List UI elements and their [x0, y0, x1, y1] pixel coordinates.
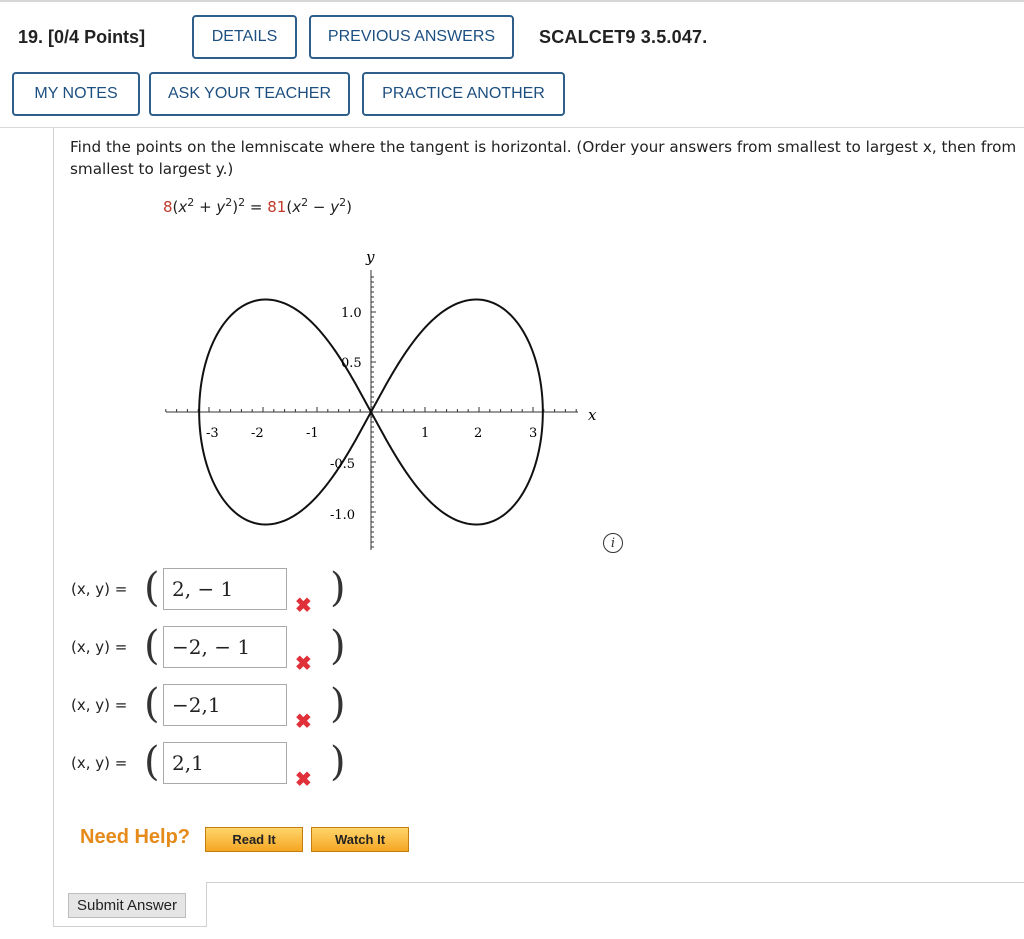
- details-button[interactable]: DETAILS: [192, 15, 297, 59]
- answer-label: (x, y) =: [71, 754, 128, 772]
- answer-input[interactable]: 2,1: [163, 742, 287, 784]
- question-header: [18, 27, 145, 48]
- panel-border-left: [53, 128, 54, 926]
- answer-row: [0, 681, 400, 733]
- submit-answer-button[interactable]: Submit Answer: [68, 893, 186, 918]
- info-icon[interactable]: i: [603, 533, 623, 553]
- y-axis-label: y: [366, 248, 375, 266]
- problem-code: SCALCET9 3.5.047.: [539, 27, 708, 47]
- answer-row: [0, 739, 400, 791]
- lemniscate-equation: $8(x^2 + y^2)^2 = 81(x^2 - y^2)$: [163, 196, 352, 216]
- x-tick-label: -3: [206, 426, 219, 441]
- open-paren: (: [144, 739, 160, 785]
- incorrect-icon: ✖: [295, 653, 312, 675]
- question-number: 19.: [18, 27, 44, 47]
- close-paren: ): [330, 623, 346, 669]
- my-notes-button[interactable]: MY NOTES: [12, 72, 140, 116]
- x-tick-label: 3: [529, 426, 538, 441]
- previous-answers-button[interactable]: PREVIOUS ANSWERS: [309, 15, 514, 59]
- panel-border-step: [206, 883, 207, 927]
- panel-border-bottom: [53, 926, 206, 927]
- open-paren: (: [144, 681, 160, 727]
- panel-border-rule: [206, 882, 1024, 883]
- close-paren: ): [330, 565, 346, 611]
- open-paren: (: [144, 623, 160, 669]
- answer-label: (x, y) =: [71, 580, 128, 598]
- read-it-button[interactable]: Read It: [205, 827, 303, 852]
- points-label: [0/4 Points]: [48, 27, 146, 47]
- answer-row: [0, 623, 400, 675]
- x-tick-label: -1: [306, 426, 319, 441]
- answer-input[interactable]: 2, − 1: [163, 568, 287, 610]
- y-tick-label: 1.0: [341, 306, 362, 321]
- open-paren: (: [144, 565, 160, 611]
- equation-coef-left: 8: [163, 198, 173, 216]
- ask-teacher-button[interactable]: ASK YOUR TEACHER: [149, 72, 350, 116]
- top-divider: [0, 0, 1024, 2]
- practice-another-button[interactable]: PRACTICE ANOTHER: [362, 72, 565, 116]
- lemniscate-graph: [150, 240, 620, 560]
- x-axis-label: x: [588, 406, 597, 424]
- x-tick-label: -2: [251, 426, 264, 441]
- header-divider: [0, 127, 1024, 128]
- incorrect-icon: ✖: [295, 711, 312, 733]
- incorrect-icon: ✖: [295, 595, 312, 617]
- equation-coef-right: 81: [267, 198, 287, 216]
- question-prompt: Find the points on the lemniscate where the tangent is horizontal. (Order your answers from smallest to largest x, then from smallest to largest y.): [70, 138, 1017, 178]
- answer-input[interactable]: −2, − 1: [163, 626, 287, 668]
- close-paren: ): [330, 739, 346, 785]
- answer-label: (x, y) =: [71, 638, 128, 656]
- incorrect-icon: ✖: [295, 769, 312, 791]
- watch-it-button[interactable]: Watch It: [311, 827, 409, 852]
- answer-label: (x, y) =: [71, 696, 128, 714]
- need-help-label: Need Help?: [80, 826, 191, 848]
- x-tick-label: 1: [421, 426, 430, 441]
- y-tick-label: 0.5: [341, 356, 362, 371]
- x-tick-label: 2: [474, 426, 483, 441]
- y-tick-label: -1.0: [330, 508, 356, 523]
- answer-row: [0, 565, 400, 617]
- answer-input[interactable]: −2,1: [163, 684, 287, 726]
- y-tick-label: -0.5: [330, 457, 356, 472]
- close-paren: ): [330, 681, 346, 727]
